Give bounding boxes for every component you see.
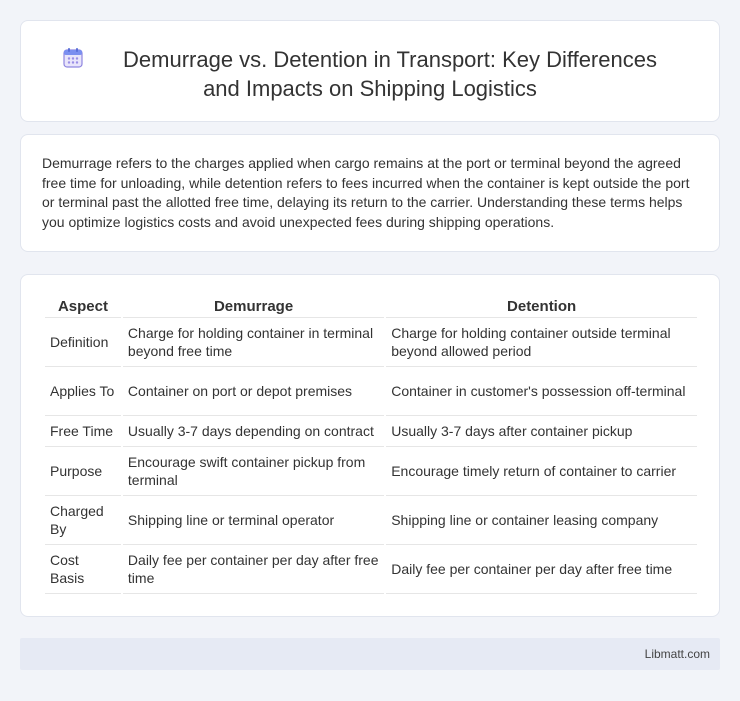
cell-detention: Charge for holding container outside terminal beyond allowed period — [386, 318, 697, 367]
cell-aspect: Applies To — [45, 367, 121, 416]
header-aspect: Aspect — [45, 296, 121, 318]
cell-detention: Daily fee per container per day after free time — [386, 545, 697, 594]
cell-demurrage: Container on port or depot premises — [123, 367, 384, 416]
cell-aspect: Cost Basis — [45, 545, 121, 594]
cell-detention: Container in customer's possession off-terminal — [386, 367, 697, 416]
title-line-2: and Impacts on Shipping Logistics — [203, 76, 537, 101]
cell-aspect: Free Time — [45, 416, 121, 447]
table-row — [45, 367, 697, 416]
footer — [20, 638, 720, 670]
cell-demurrage: Daily fee per container per day after free time — [123, 545, 384, 594]
table-row — [45, 447, 697, 496]
table-header-row — [45, 296, 697, 318]
cell-detention: Usually 3-7 days after container pickup — [386, 416, 697, 447]
comparison-table — [43, 296, 699, 594]
comparison-table-card — [20, 274, 720, 617]
cell-demurrage: Shipping line or terminal operator — [123, 496, 384, 545]
intro-paragraph: Demurrage refers to the charges applied when cargo remains at the port or terminal beyond the agreed free time for unloading, while detention refers to fees incurred when the container is kept outside the port or terminal past the allotted free time, delaying its return to the carrier. Understanding these terms helps you optimize logistics costs and avoid unexpected fees during shipping operations. — [42, 155, 690, 230]
cell-demurrage: Encourage swift container pickup from terminal — [123, 447, 384, 496]
title-line-1: Demurrage vs. Detention in Transport: Key Differences — [123, 47, 657, 72]
title-card — [20, 20, 720, 122]
table-row — [45, 318, 697, 367]
table-row — [45, 545, 697, 594]
cell-aspect: Purpose — [45, 447, 121, 496]
header-detention: Detention — [386, 296, 697, 318]
footer-brand-link[interactable]: Libmatt.com — [644, 647, 710, 661]
cell-aspect: Charged By — [45, 496, 121, 545]
table-row — [45, 496, 697, 545]
cell-demurrage: Charge for holding container in terminal beyond free time — [123, 318, 384, 367]
header-demurrage: Demurrage — [123, 296, 384, 318]
cell-demurrage: Usually 3-7 days depending on contract — [123, 416, 384, 447]
table-row — [45, 416, 697, 447]
cell-detention: Shipping line or container leasing company — [386, 496, 697, 545]
page-title — [21, 45, 719, 103]
cell-aspect: Definition — [45, 318, 121, 367]
cell-detention: Encourage timely return of container to carrier — [386, 447, 697, 496]
intro-card — [20, 134, 720, 252]
